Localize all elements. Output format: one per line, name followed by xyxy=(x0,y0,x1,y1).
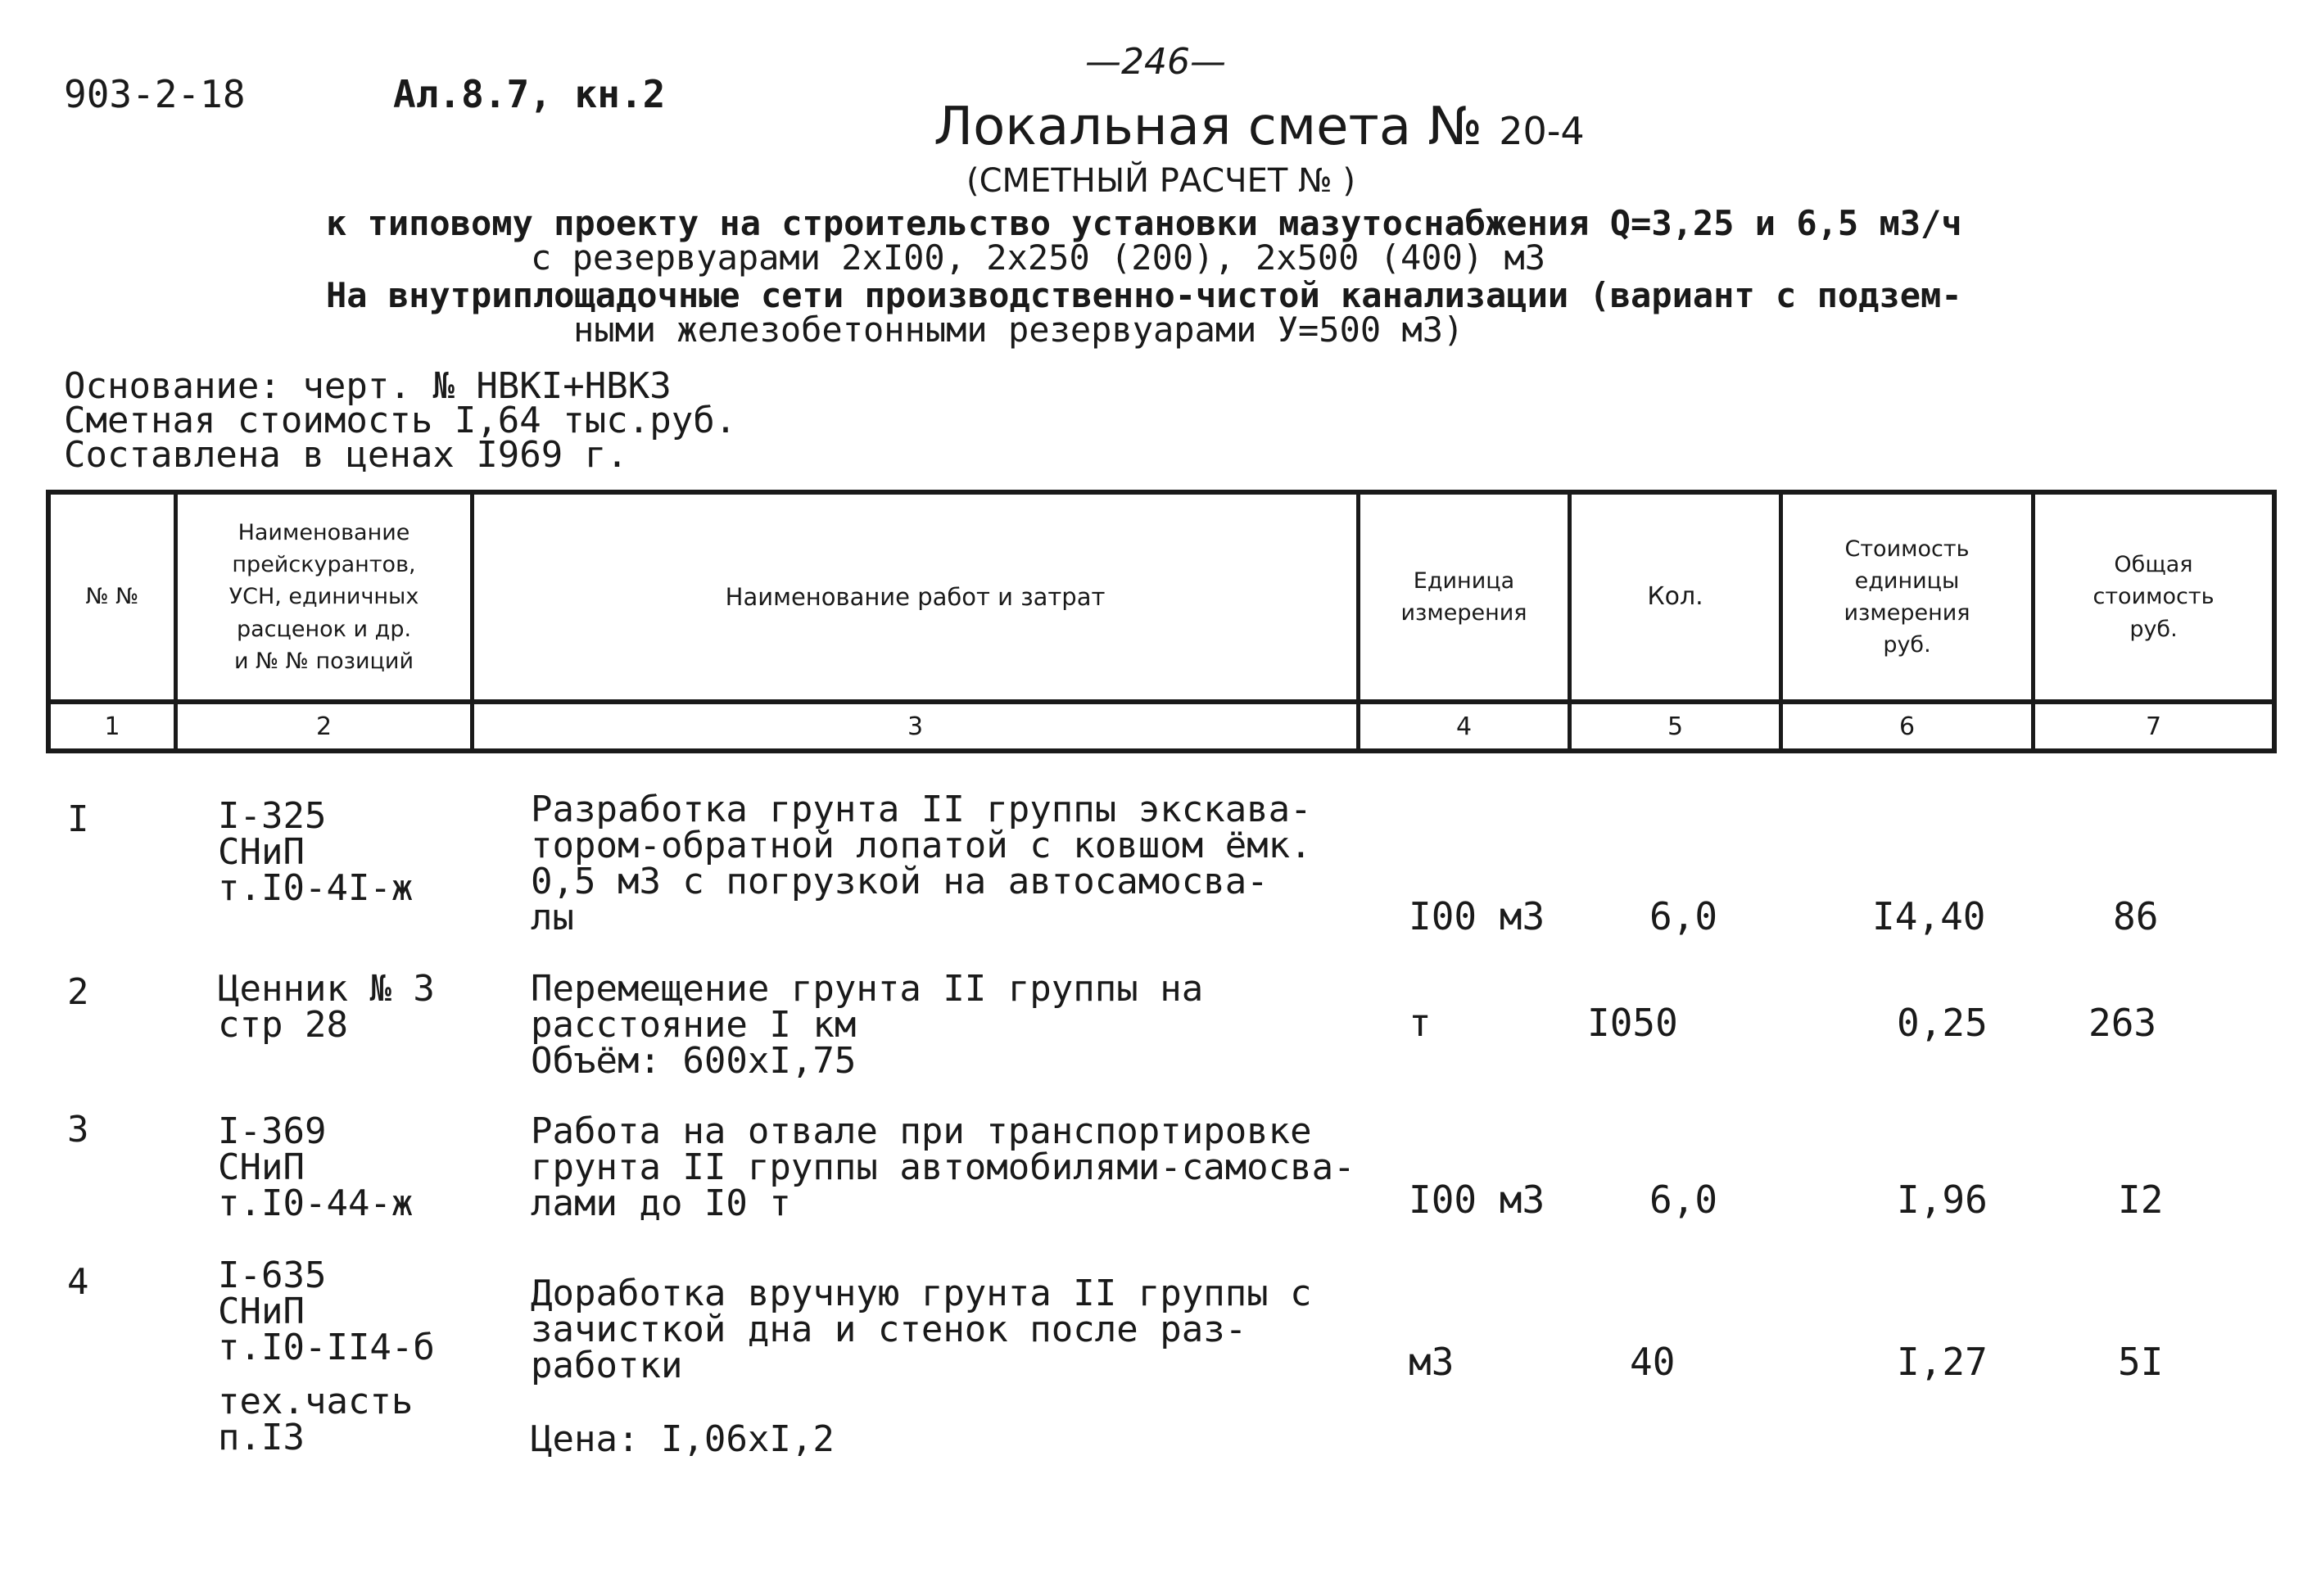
row-number: 2 xyxy=(67,971,89,1013)
row-source: I-635 СНиП т.I0-II4-б xyxy=(218,1255,435,1368)
header-cell-work: Наименование работ и затрат xyxy=(725,582,1106,611)
basis-prices-year: Составлена в ценах I969 г. xyxy=(64,434,628,476)
subtitle-line-3: На внутриплощадочные сети производственно-чистой канализации (вариант с подзем- xyxy=(326,275,1962,315)
album-reference: Ал.8.7, кн.2 xyxy=(393,72,666,116)
header-cell-unit: Единица измерения xyxy=(1400,567,1527,626)
basis-cost: Сметная стоимость I,64 тыс.руб. xyxy=(64,400,737,441)
row-qty: I050 xyxy=(1587,1001,1678,1045)
header-cell-source: Наименование прейскурантов, УСН, единичных расценок и др. и № № позиций xyxy=(228,520,419,674)
row-source-note: тех.часть п.I3 xyxy=(218,1381,414,1458)
column-number: 2 xyxy=(315,712,333,741)
row-qty: 40 xyxy=(1630,1340,1676,1384)
document-code: 903-2-18 xyxy=(64,72,246,116)
row-number: 4 xyxy=(67,1261,89,1303)
header-cell-qty: Кол. xyxy=(1647,582,1703,612)
subtitle-line-2: с резервуарами 2хI00, 2х250 (200), 2х500 (400) м3 xyxy=(531,237,1546,278)
row-unit-cost: 0,25 xyxy=(1897,1001,1988,1045)
row-unit: м3 xyxy=(1409,1340,1455,1384)
row-number: I xyxy=(67,798,89,840)
column-number: 1 xyxy=(104,712,120,741)
column-number: 5 xyxy=(1667,712,1684,741)
column-number: 6 xyxy=(1898,712,1916,741)
subtitle-line-4: ными железобетонными резервуарами У=500 м3) xyxy=(573,310,1464,350)
row-qty: 6,0 xyxy=(1649,894,1718,938)
row-unit-cost: I,96 xyxy=(1897,1178,1988,1222)
header-cell-total: Общая стоимость руб. xyxy=(2093,552,2215,642)
title-number: 20-4 xyxy=(1499,109,1585,153)
row-number: 3 xyxy=(67,1109,89,1151)
row-work-note: Цена: I,06хI,2 xyxy=(531,1418,835,1460)
row-total: 86 xyxy=(2113,894,2159,938)
header-cell-unit-cost: Стоимость единицы измерения руб. xyxy=(1844,536,1970,658)
row-total: 263 xyxy=(2088,1001,2157,1045)
row-source: I-369 СНиП т.I0-44-ж xyxy=(218,1110,414,1224)
row-total: I2 xyxy=(2118,1178,2164,1222)
column-number: 7 xyxy=(2145,712,2162,741)
row-total: 5I xyxy=(2118,1340,2164,1384)
subtitle-line-1: к типовому проекту на строительство установки мазутоснабжения Q=3,25 и 6,5 м3/ч xyxy=(326,203,1962,243)
document-title xyxy=(934,97,1585,157)
row-source: I-325 СНиП т.I0-4I-ж xyxy=(218,795,414,909)
column-number: 4 xyxy=(1455,712,1473,741)
basis-drawing: Основание: черт. № НВКI+НВК3 xyxy=(64,365,672,407)
header-cell-num: № № xyxy=(85,584,139,610)
table-header xyxy=(46,490,2277,753)
row-unit: I00 м3 xyxy=(1409,1178,1545,1222)
row-work: Доработка вручную грунта II группы с зачисткой дна и стенок после раз- работки xyxy=(531,1273,1312,1386)
row-work: Разработка грунта II группы экскава- тором-обратной лопатой с ковшом ёмк. 0,5 м3 с погрузкой на автосамосва- лы xyxy=(531,789,1312,938)
row-source: Ценник № 3 стр 28 xyxy=(218,968,435,1046)
calc-line: (СМЕТНЫЙ РАСЧЕТ № ) xyxy=(966,162,1355,200)
row-unit: т xyxy=(1409,1001,1432,1045)
row-qty: 6,0 xyxy=(1649,1178,1718,1222)
row-unit: I00 м3 xyxy=(1409,894,1545,938)
title-text: Локальная смета № xyxy=(934,97,1482,157)
row-unit-cost: I,27 xyxy=(1897,1340,1988,1384)
row-work: Перемещение грунта II группы на расстояние I км Объём: 600хI,75 xyxy=(531,968,1204,1082)
column-number: 3 xyxy=(907,712,924,741)
page-number: —246— xyxy=(1085,41,1226,83)
row-unit-cost: I4,40 xyxy=(1872,894,1986,938)
row-work: Работа на отвале при транспортировке грунта II группы автомобилями-самосва- лами до I0 т xyxy=(531,1110,1355,1224)
